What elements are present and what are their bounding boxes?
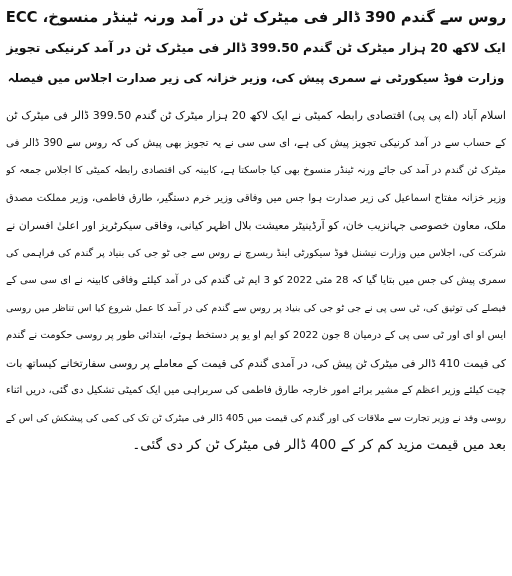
- article-body: [6, 102, 506, 460]
- body-line: سمری پیش کی جس میں بتایا گیا کہ 28 مئی 2022 کو 3 ایم ٹی گندم کی در آمد کیلئے وفاقی کابینہ نے ای سی سی کے: [6, 275, 506, 286]
- body-line: شرکت کی، اجلاس میں وزارت نیشنل فوڈ سیکورٹی اینڈ ریسرچ نے روس سے جی ٹو جی کی بنیاد پر گندم کی فراہمی کی: [6, 247, 506, 259]
- body-line: اسلام آباد (اے پی پی) اقتصادی رابطہ کمیٹی نے ایک لاکھ 20 ہزار میٹرک ٹن گندم 399.50 ڈالر فی میٹرک ٹن: [6, 109, 506, 122]
- body-line: وزیر خزانہ مفتاح اسماعیل کی زیر صدارت ہوا جس میں وفاقی وزیر خرم دستگیر، طارق فاطمی، وزیر مملکت مصدق: [6, 192, 506, 204]
- headline-sub-1: ایک لاکھ 20 ہزار میٹرک ٹن گندم 399.50 ڈالر فی میٹرک ٹن در آمد کرنیکی تجویز: [6, 40, 506, 55]
- headline-sub-2: وزارت فوڈ سیکورٹی نے سمری پیش کی، وزیر خزانہ کی زیر صدارت اجلاس میں فیصلہ: [7, 71, 505, 85]
- body-line: کے حساب سے در آمد کرنیکی تجویز پیش کی ہے، ای سی سی نے یہ تجویز بھی پیش کی کہ روس سے 390 ڈالر فی: [6, 136, 506, 149]
- body-line: ملک، معاون خصوصی جہانزیب خان، کو آرڈینیٹر معیشت بلال اظہر کیانی، وفاقی سیکرٹریز اور اعلیٰ افسران نے: [6, 219, 506, 232]
- body-line: چیت کیلئے وزیر اعظم کے مشیر برائے امور خارجہ طارق فاطمی کی سربراہی میں ایک کمیٹی تشکیل دی گئی، دریں اثناء: [6, 385, 506, 396]
- headline-block: [6, 4, 506, 94]
- headline-main: روس سے گندم 390 ڈالر فی میٹرک ٹن در آمد ورنہ ٹینڈر منسوخ، ECC: [5, 9, 507, 26]
- body-line: ایس او ای اور ٹی سی پی کے درمیان 8 جون 2022 کو ایم او یو پر دستخط ہوئے، ابتدائی طور پر روسی حکومت نے گندم: [6, 330, 506, 341]
- body-line: میٹرک ٹن گندم در آمد کی جائے ورنہ ٹینڈر منسوخ بھی کیا جاسکتا ہے، کابینہ کی اقتصادی رابطہ کمیٹی کا اجلاس جمعہ کو: [6, 165, 506, 176]
- body-line: فیصلے کی توثیق کی، ٹی سی پی نے جی ٹو جی کی بنیاد پر روس سے گندم کی در آمد کا عمل شروع کیا اس تناظر میں روسی: [6, 302, 506, 314]
- body-line: بعد میں قیمت مزید کم کر کے 400 ڈالر فی میٹرک ٹن کر دی گئی۔: [132, 437, 506, 453]
- body-line: روسی وفد نے وزیر تجارت سے ملاقات کی اور گندم کی قیمت میں 405 ڈالر فی میٹرک ٹن تک کی کمی کی پیشکش کی اس کے: [6, 412, 506, 424]
- body-line: کی قیمت 410 ڈالر فی میٹرک ٹن پیش کی، در آمدی گندم کی قیمت کے معاملے پر روسی سفارتخانے کیساتھ بات: [6, 356, 506, 370]
